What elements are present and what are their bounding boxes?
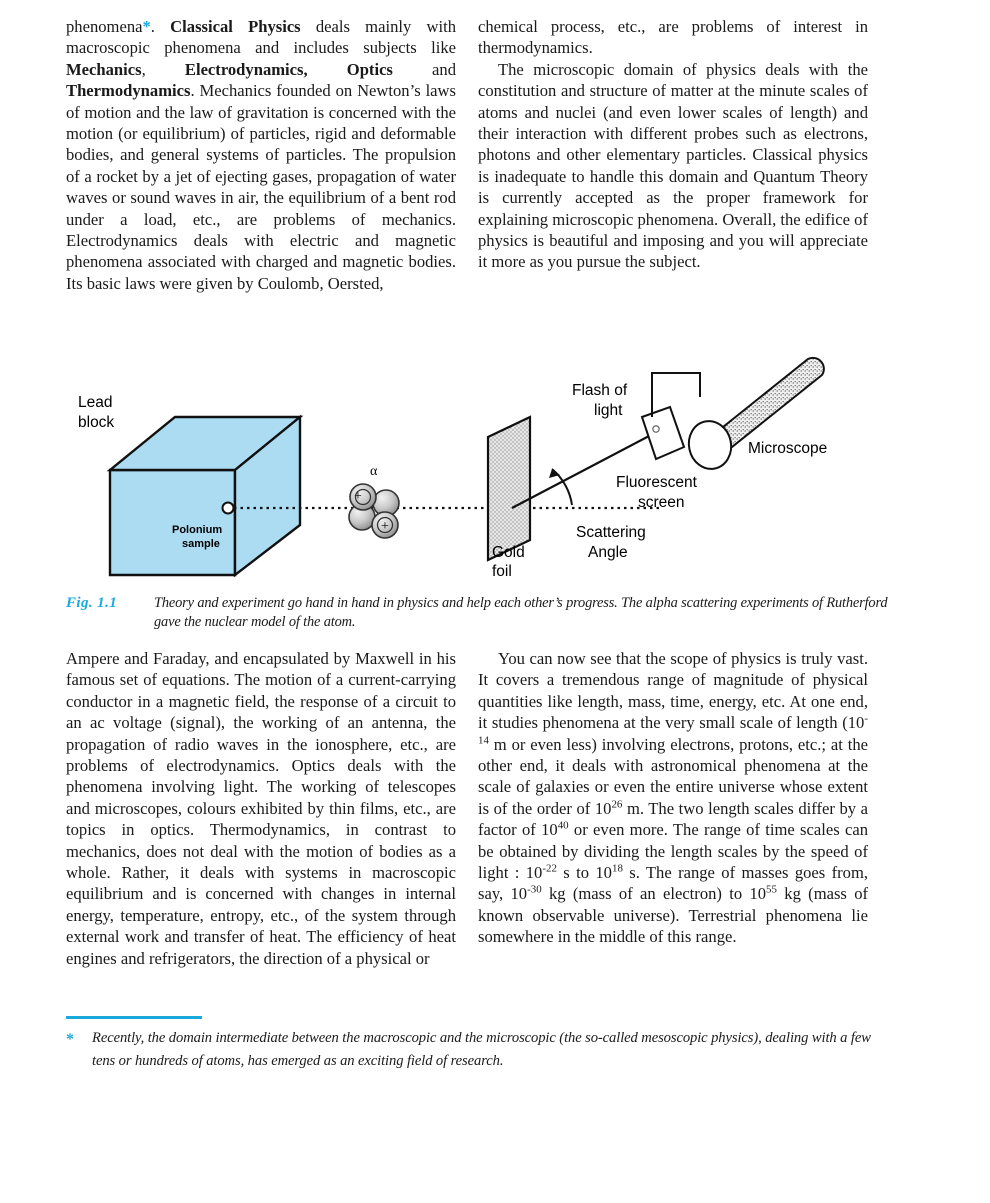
- microscope-label: Microscope: [748, 440, 828, 457]
- fluorescent-screen-label-line2: screen: [638, 494, 685, 511]
- footnote-reference-asterisk: *: [142, 17, 151, 36]
- polonium-sample-hole: [223, 503, 234, 514]
- paragraph: Ampere and Faraday, and encapsulated by Maxwell in his famous set of equations. The motion of a current-carrying conductor in a magnetic field, the response of a circuit to an ac voltage (signal), the working of an antenna, the propagation of radio waves in the ionosphere, etc., are problems of electrodynamics. Optics deals with the phenomena involving light. The working of telescopes and microscopes, colours exhibited by thin films, etc., are topics in optics. Thermodynamics, in contrast to mechanics, does not deal with the motion of bodies as a whole. Rather, it deals with systems in macroscopic equilibrium and is concerned with changes in internal energy, temperature, entropy, etc., of the system through external work and transfer of heat. The efficiency of heat engines and refrigerators, the direction of a physical or: [66, 649, 456, 968]
- paragraph: The microscopic domain of physics deals with the constitution and structure of matter at the minute scales of atoms and nuclei (and even lower scales of length) and their interaction with different probes such as electrons, photons and other elementary particles. Classical physics is inadequate to handle this domain and Quantum Theory is currently accepted as the proper framework for explaining microscopic phenomena. Overall, the edifice of physics is beautiful and imposing and you will appreciate it more as you pursue the subject.: [478, 59, 868, 272]
- gold-foil-label-line1: Gold: [492, 544, 525, 561]
- gold-foil-shape: [488, 417, 530, 560]
- scattering-angle-label-line1: Scattering: [576, 524, 646, 541]
- footnote: [66, 1027, 890, 1073]
- lead-block-shape: [110, 417, 300, 575]
- polonium-label-line2: sample: [182, 538, 220, 550]
- paragraph: You can now see that the scope of physics is truly vast. It covers a tremendous range of magnitude of physical quantities like length, mass, time, energy, etc. At one end, it studies phenomena at the very small scale of length ($10^{-14}$ m or even less) involving electrons, protons, etc.; at the other end, it deals with astronomical phenomena at the scale of galaxies or even the entire universe whose extent is of the order of $10^{26}$ m. The two length scales differ by a factor of $10^{40}$ or even more. The range of time scales can be obtained by dividing the length scales by the speed of light : $10^{-22}$ s to $10^{18}$ s. The range of masses goes from, say, $10^{-30}$ kg (mass of an electron) to $10^{55}$ kg (mass of known observable universe). Terrestrial phenomena lie somewhere in the middle of this range.: [478, 649, 869, 947]
- figure-caption: [66, 594, 890, 632]
- flash-of-light-label-line2: light: [594, 402, 623, 419]
- fluorescent-screen-label-line1: Fluorescent: [616, 474, 697, 491]
- footnote-marker: *: [66, 1031, 74, 1048]
- alpha-label: α: [370, 464, 378, 479]
- lead-block-label-line1: Lead: [78, 394, 113, 411]
- left-column-bottom: [66, 648, 456, 969]
- paragraph-block: [66, 648, 456, 969]
- paragraph: chemical process, etc., are problems of interest in thermodynamics.: [478, 17, 868, 58]
- flash-of-light-label-line1: Flash of: [572, 382, 628, 399]
- polonium-label-line1: Polonium: [172, 524, 223, 536]
- alpha-particle-cluster: [349, 484, 399, 538]
- lead-block-label-line2: block: [78, 414, 115, 431]
- figure-1-1-diagram: [60, 345, 930, 585]
- fluorescent-screen-shape: [642, 407, 684, 459]
- scattering-angle-label-line2: Angle: [588, 544, 628, 561]
- right-column-top: [478, 16, 868, 273]
- figure-caption-text: Theory and experiment go hand in hand in physics and help each other’s progress. The alpha scattering experiments of Rutherford gave the nuclear model of the atom.: [154, 595, 888, 630]
- paragraph-block: [478, 648, 868, 948]
- proton-plus-icon-2: +: [381, 519, 389, 534]
- proton-plus-icon-1: +: [354, 489, 362, 504]
- right-column-bottom: [478, 648, 868, 948]
- paragraph: phenomena*. Classical Physics deals mainly with macroscopic phenomena and includes subjects like Mechanics, Electrodynamics, Optics and Thermodynamics. Mechanics founded on Newton’s laws of motion and the law of gravitation is concerned with the motion (or equilibrium) of particles, rigid and deformable bodies, and general systems of particles. The propulsion of a rocket by a jet of ejecting gases, propagation of water waves or sound waves in air, the equilibrium of a bent rod under a load, etc., are problems of mechanics. Electrodynamics deals with electric and magnetic phenomena associated with charged and magnetic bodies. Its basic laws were given by Coulomb, Oersted,: [66, 17, 456, 293]
- paragraph-block: [66, 16, 456, 294]
- left-column-top: [66, 16, 456, 294]
- footnote-divider-rule: [66, 1016, 202, 1019]
- figure-number: Fig. 1.1: [66, 595, 118, 611]
- footnote-text: Recently, the domain intermediate between the macroscopic and the microscopic (the so-called mesoscopic physics), dealing with a few tens or hundreds of atoms, has emerged as an exciting field of research.: [92, 1030, 871, 1069]
- paragraph-block: [478, 16, 868, 273]
- gold-foil-label-line2: foil: [492, 563, 512, 580]
